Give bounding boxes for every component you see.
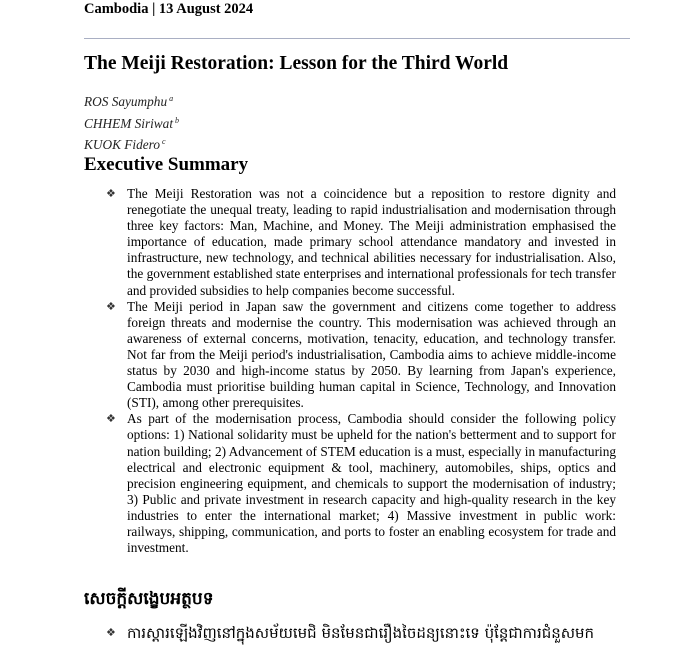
khmer-summary-heading: សេចក្តីសង្ខេបអត្ថបទ xyxy=(84,589,214,609)
report-header: Cambodia | 13 August 2024 xyxy=(84,1,254,17)
diamond-bullet-icon: ❖ xyxy=(106,626,116,639)
affiliation-marker: c xyxy=(161,137,166,146)
summary-bullet: ❖ The Meiji Restoration was not a coincidence but a reposition to restore dignity and renegotiate the unequal treaty, leading to rapid industrialisation and modernisation through three key factors: Man, Machine, and Money. The Meiji administration emphasised the importance of education, made primary school attendance mandatory and invested in infrastructure, new technology, and technical abilities necessary for industrialisation. Also, the government established state enterprises and international professionals for tech transfer and provided subsidies to help companies become successful. xyxy=(106,186,616,298)
executive-summary-heading: Executive Summary xyxy=(84,154,249,175)
summary-bullet: ❖ As part of the modernisation process, Cambodia should consider the following policy options: 1) National solidarity must be upheld for the nation's betterment and to support for nation building; 2) Advancement of STEM education is a must, especially in manufacturing electrical and electronic equipment & tool, machinery, automobiles, ships, optics and precision engineering equipment, and chemicals to support the modernisation of industry; 3) Public and private investment in research capacity and high-quality research in the key industries to enter the international market; 4) Massive investment in public work: railways, shipping, communication, and ports to foster an enabling ecosystem for trade and investment. xyxy=(106,411,616,556)
khmer-summary-bullet: ❖ ការស្តារឡើងវិញនៅក្នុងសម័យមេជិ មិនមែនជារឿងចៃដន្យនោះទេ ប៉ុន្តែជាការជំនួសមក xyxy=(106,624,595,642)
affiliation-marker: a xyxy=(169,94,174,103)
author: ROS Sayumphu $^a$ xyxy=(84,94,174,109)
executive-summary-list xyxy=(106,186,616,556)
document-title: The Meiji Restoration: Lesson for the Third World xyxy=(84,53,509,74)
khmer-summary-list xyxy=(106,622,646,644)
author: KUOK Fidero $^c$ xyxy=(84,137,166,152)
summary-bullet: ❖ The Meiji period in Japan saw the government and citizens come together to address foreign threats and modernise the country. This modernisation was achieved through an awareness of external concerns, motivation, tenacity, education, and technology transfer. Not far from the Meiji period's industrialisation, Cambodia aims to achieve middle-income status by 2030 and high-income status by 2050. By learning from Japan's experience, Cambodia must prioritise building human capital in Science, Technology, and Innovation (STI), among other prerequisites. xyxy=(106,298,616,411)
diamond-bullet-icon: ❖ xyxy=(106,188,116,200)
author-list xyxy=(84,90,179,155)
author: CHHEM Siriwat $^b$ xyxy=(84,115,180,131)
affiliation-marker: b xyxy=(175,115,180,125)
diamond-bullet-icon: ❖ xyxy=(106,300,116,313)
header-divider xyxy=(84,38,630,39)
diamond-bullet-icon: ❖ xyxy=(106,413,116,426)
